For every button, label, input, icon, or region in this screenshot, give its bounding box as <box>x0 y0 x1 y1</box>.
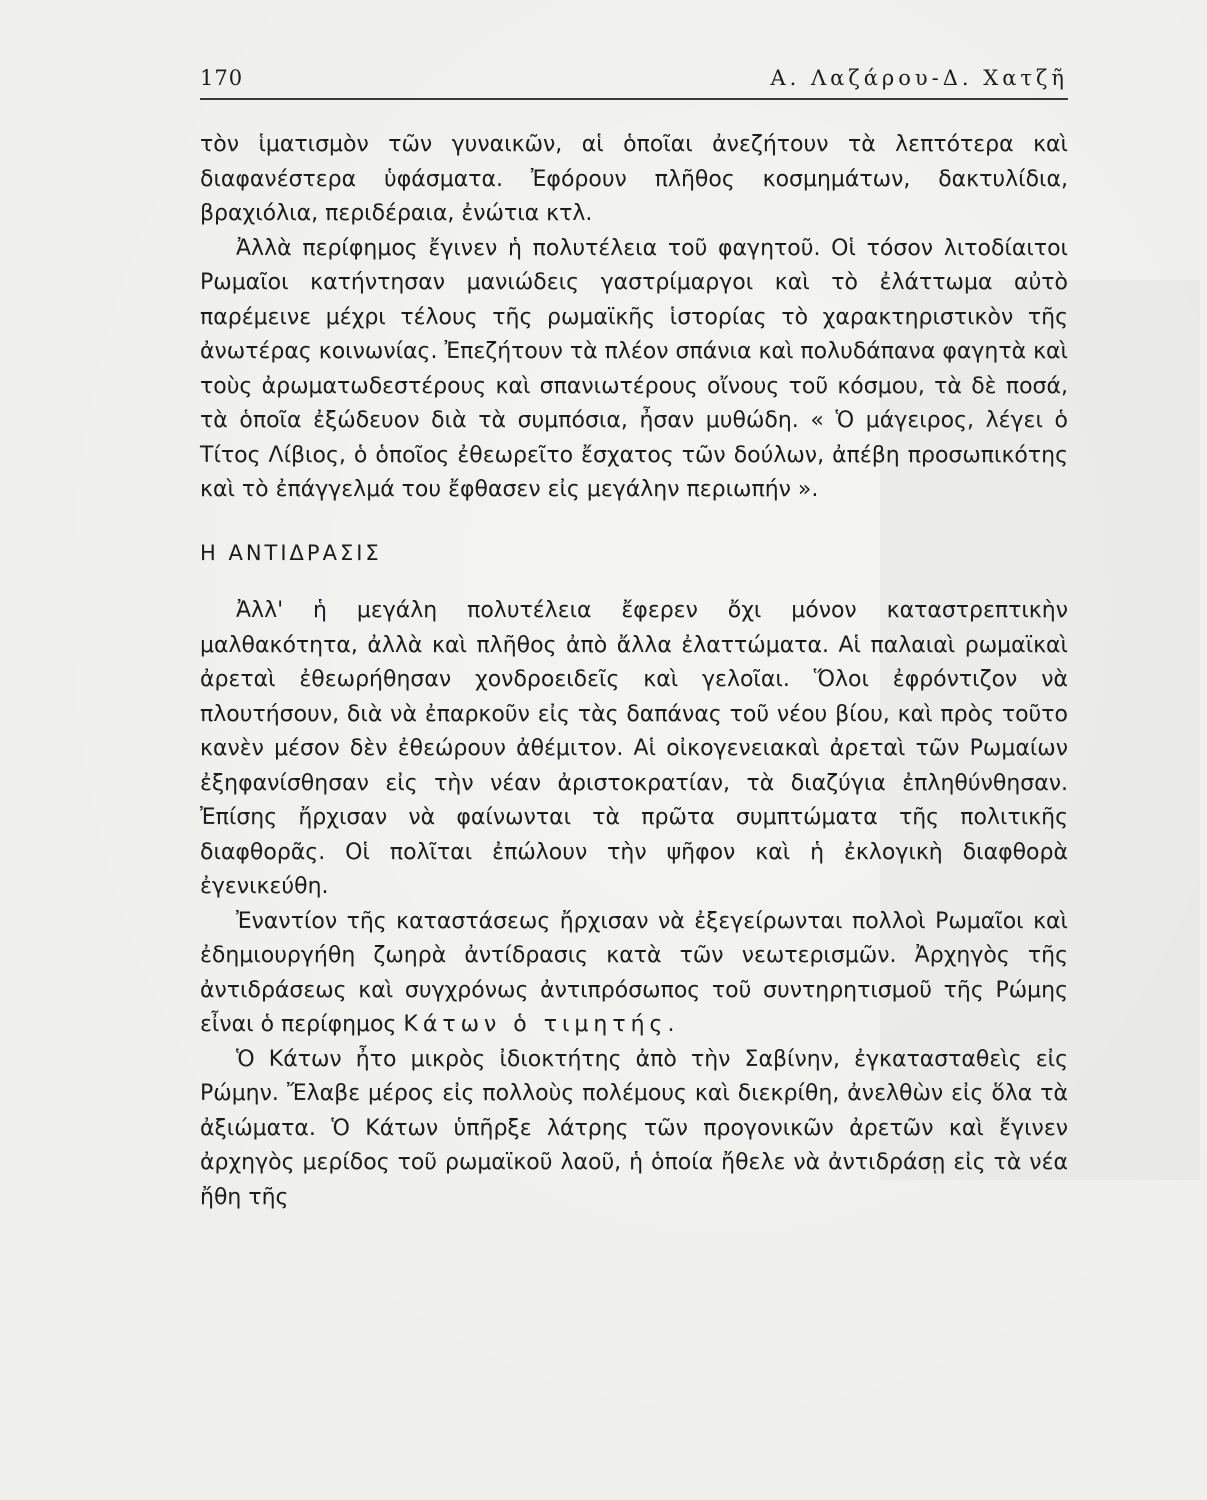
page-number: 170 <box>200 66 244 90</box>
page-header <box>200 62 1068 98</box>
paragraph-reaction-text: Ἐναντίον τῆς καταστάσεως ἤρχισαν νὰ ἐξεγείρωνται πολλοὶ Ρωμαῖοι καὶ ἐδημιουργήθη ζωηρὰ ἀντίδρασις κατὰ τῶν νεωτερισμῶν. Ἀρχηγὸς τῆς ἀντιδράσεως καὶ συγχρόνως ἀντιπρόσωπος τοῦ συντηρητισμοῦ τῆς Ρώμης εἶναι ὁ περίφημος <box>200 908 1068 1037</box>
paragraph-continuation: τὸν ἱματισμὸν τῶν γυναικῶν, αἱ ὁποῖαι ἀνεζήτουν τὰ λεπτότερα καὶ διαφανέστερα ὑφάσματα. Ἐφόρουν πλῆθος κοσμημάτων, δακτυλίδια, βραχιόλια, περιδέραια, ἐνώτια κτλ. <box>200 132 1068 226</box>
cato-name: Κάτων ὁ τιμητής <box>403 1012 668 1037</box>
header-rule <box>200 98 1068 100</box>
paragraph-reaction-end: . <box>667 1012 675 1037</box>
paragraph-consequences: Ἀλλ' ἡ μεγάλη πολυτέλεια ἔφερεν ὄχι μόνον καταστρεπτικὴν μαλθακότητα, ἀλλὰ καὶ πλῆθος ἀπὸ ἄλλα ἐλαττώματα. Αἱ παλαιαὶ ρωμαϊκαὶ ἀρεταὶ ἐθεωρήθησαν χονδροειδεῖς καὶ γελοῖαι. Ὅλοι ἐφρόντιζον νὰ πλουτήσουν, διὰ νὰ ἐπαρκοῦν εἰς τὰς δαπάνας τοῦ νέου βίου, καὶ πρὸς τοῦτο κανὲν μέσον δὲν ἐθεώρουν ἀθέμιτον. Αἱ οἰκογενειακαὶ ἀρεταὶ τῶν Ρωμαίων ἐξηφανίσθησαν εἰς τὴν νέαν ἀριστοκρατίαν, τὰ διαζύγια ἐπληθύνθησαν. Ἐπίσης ἤρχισαν νὰ φαίνωνται τὰ πρῶτα συμπτώματα τῆς πολιτικῆς διαφθορᾶς. Οἱ πολῖται ἐπώλουν τὴν ψῆφον καὶ ἡ ἐκλογικὴ διαφθορὰ ἐγενικεύθη. <box>200 598 1068 899</box>
running-head: Α. Λαζάρου-Δ. Χατζῆ <box>770 66 1068 90</box>
paragraph-food-luxury: Ἀλλὰ περίφημος ἔγινεν ἡ πολυτέλεια τοῦ φαγητοῦ. Οἱ τόσον λιτοδίαιτοι Ρωμαῖοι κατήντησαν μανιώδεις γαστρίμαργοι καὶ τὸ ἐλάττωμα αὐτὸ παρέμεινε μέχρι τέλους τῆς ρωμαϊκῆς ἱστορίας τὸ χαρακτηριστικὸν τῆς ἀνωτέρας κοινωνίας. Ἐπεζήτουν τὰ πλέον σπάνια καὶ πολυδάπανα φαγητὰ καὶ τοὺς ἀρωματωδεστέρους καὶ σπανιωτέρους οἴνους τοῦ κόσμου, τὰ δὲ ποσά, τὰ ὁποῖα ἐξώδευον διὰ τὰ συμπόσια, ἦσαν μυθώδη. « Ὁ μάγειρος, λέγει ὁ Τίτος Λίβιος, ὁ ὁποῖος ἐθεωρεῖτο ἔσχατος τῶν δούλων, ἀπέβη προσωπικότης καὶ τὸ ἐπάγγελμά του ἔφθασεν εἰς μεγάλην περιωπήν ». <box>200 235 1068 502</box>
body-text <box>200 128 1068 1215</box>
section-heading: Η ΑΝΤΙΔΡΑΣΙΣ <box>200 540 382 565</box>
paragraph-reaction <box>200 905 1068 1043</box>
paragraph-cato-bio: Ὁ Κάτων ἦτο μικρὸς ἰδιοκτήτης ἀπὸ τὴν Σαβίνην, ἐγκατασταθεὶς εἰς Ρώμην. Ἔλαβε μέρος εἰς πολλοὺς πολέμους καὶ διεκρίθη, ἀνελθὼν εἰς ὅλα τὰ ἀξιώματα. Ὁ Κάτων ὑπῆρξε λάτρης τῶν προγονικῶν ἀρετῶν καὶ ἔγινεν ἀρχηγὸς μερίδος τοῦ ρωμαϊκοῦ λαοῦ, ἡ ὁποία ἤθελε νὰ ἀντιδράσῃ εἰς τὰ νέα ἤθη τῆς <box>200 1046 1068 1210</box>
